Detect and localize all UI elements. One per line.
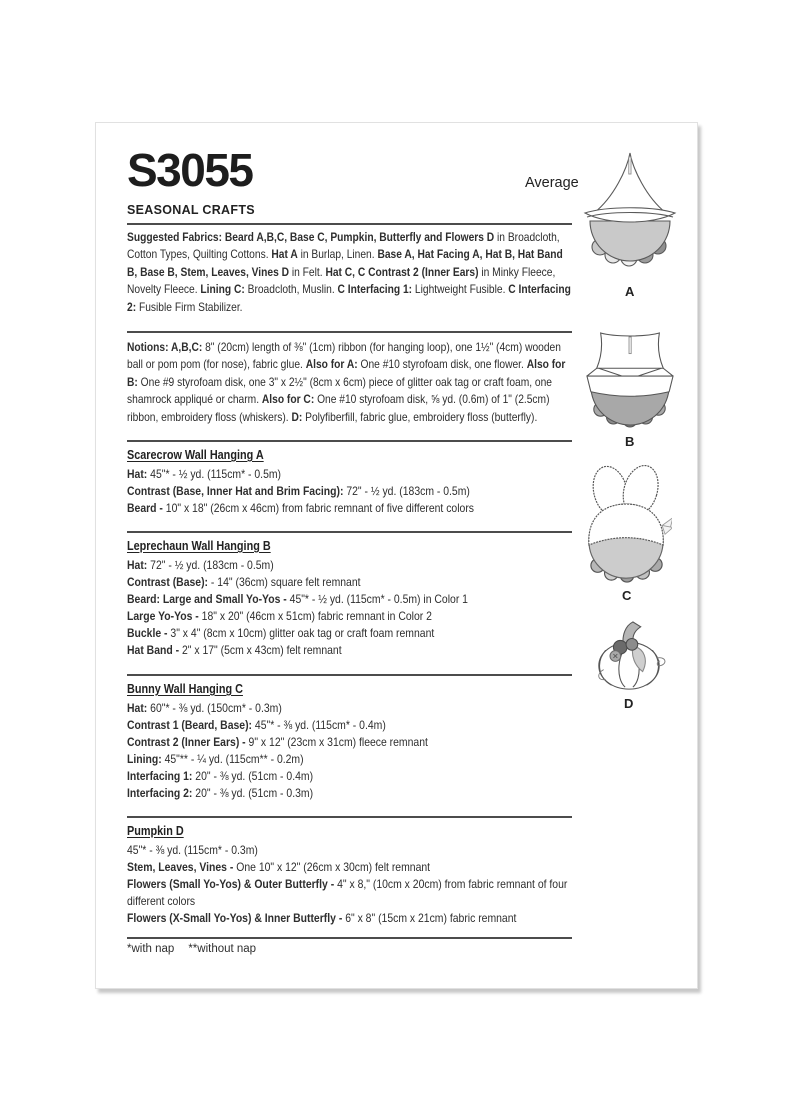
text-segment: Lightweight Fusible. xyxy=(412,282,509,297)
text-segment: Buckle - xyxy=(127,626,168,640)
text-segment: Beard: Large and Small Yo-Yos - xyxy=(127,592,287,606)
without-nap-note: **without nap xyxy=(188,943,257,955)
text-segment: Lining: xyxy=(127,752,162,766)
text-segment: Broadcloth, Muslin. xyxy=(244,282,338,297)
divider xyxy=(127,937,572,939)
bunny-hat-illustration xyxy=(582,465,672,585)
text-segment: 9" x 12" (23cm x 31cm) fleece remnant xyxy=(245,735,428,749)
text-segment: in Broadcloth, Cotton Types, Quilting Cottons. xyxy=(127,230,560,262)
text-segment: Large Yo-Yos - xyxy=(127,609,199,623)
text-segment: Flowers (X-Small Yo-Yos) & Inner Butterfly - xyxy=(127,911,343,925)
yardage-line xyxy=(127,574,571,591)
view-b-figure xyxy=(585,329,675,449)
text-segment: Interfacing 1: xyxy=(127,769,193,783)
divider xyxy=(127,531,572,533)
text-segment: Contrast 2 (Inner Ears) - xyxy=(127,735,246,749)
yardage-line xyxy=(127,483,571,500)
text-segment: One #10 styrofoam disk, ⅝ yd. (0.6m) of 1" (2.5cm) ribbon, embroidery floss (whiskers). xyxy=(127,392,550,424)
section-heading: Pumpkin D xyxy=(127,824,184,838)
nap-footnote xyxy=(127,943,256,955)
text-segment: Also for B: xyxy=(127,357,566,389)
text-segment: Also for A: xyxy=(305,357,358,372)
text-segment: 6" x 8" (15cm x 21cm) fabric remnant xyxy=(342,911,517,925)
text-segment: Hat: xyxy=(127,701,148,715)
pumpkin-illustration xyxy=(588,619,670,693)
text-segment: Contrast 1 (Beard, Base): xyxy=(127,718,253,732)
text-segment: Polyfiberfill, fabric glue, embroidery floss (butterfly). xyxy=(302,409,538,424)
text-segment: Hat C, C Contrast 2 (Inner Ears) xyxy=(325,264,479,279)
text-segment: 72" - ½ yd. (183cm - 0.5m) xyxy=(147,558,274,572)
text-segment: 45"** - ¼ yd. (115cm** - 0.2m) xyxy=(161,752,304,766)
text-segment: Base A, Hat Facing A, Hat B, Hat Band B, Base B, Stem, Leaves, Vines D xyxy=(127,247,563,279)
yardage-line xyxy=(127,876,571,910)
scarecrow-hat-illustration xyxy=(582,149,678,281)
text-segment: One 10" x 12" (26cm x 30cm) felt remnant xyxy=(233,860,431,874)
text-segment: Suggested Fabrics: Beard A,B,C, Base C, Pumpkin, Butterfly and Flowers D xyxy=(127,230,495,244)
text-segment: Hat: xyxy=(127,558,148,572)
yardage-line xyxy=(127,466,571,483)
text-segment: Also for C: xyxy=(261,392,315,407)
section-heading: Bunny Wall Hanging C xyxy=(127,682,243,696)
yardage-line xyxy=(127,642,571,659)
yardage-line xyxy=(127,717,571,734)
notions-paragraph xyxy=(127,339,571,426)
illustration-label-a: A xyxy=(625,284,635,299)
divider xyxy=(127,674,572,676)
yardage-line xyxy=(127,557,571,574)
suggested-fabrics-paragraph xyxy=(127,229,571,316)
yardage-line xyxy=(127,859,571,876)
text-segment: Notions: A,B,C: xyxy=(127,340,203,354)
text-segment: 60"* - ⅜ yd. (150cm* - 0.3m) xyxy=(147,701,282,715)
text-segment: - 14" (36cm) square felt remnant xyxy=(208,575,361,589)
text-segment: Hat: xyxy=(127,467,148,481)
text-segment: 20" - ⅜ yd. (51cm - 0.3m) xyxy=(192,786,314,800)
text-segment: 3" x 4" (8cm x 10cm) glitter oak tag or craft foam remnant xyxy=(167,626,435,640)
text-segment: 45"* - ½ yd. (115cm* - 0.5m) in Color 1 xyxy=(286,592,468,606)
text-segment: 45"* - ⅜ yd. (115cm* - 0.4m) xyxy=(252,718,386,732)
text-segment: Beard - xyxy=(127,501,163,515)
text-segment: 8" (20cm) length of ⅜" (1cm) ribbon (for hanging loop), one 1½" (4cm) wooden ball or pom pom (for nose), fabric glue. xyxy=(127,340,561,372)
yardage-line xyxy=(127,625,571,642)
yardage-line xyxy=(127,768,571,785)
text-segment: Hat Band - xyxy=(127,643,180,657)
yardage-line xyxy=(127,785,571,802)
text-segment: 45"* - ⅜ yd. (115cm* - 0.3m) xyxy=(127,843,258,857)
illustration-label-b: B xyxy=(625,434,635,449)
text-segment: 4" x 8," (10cm x 20cm) from fabric remnant of four different colors xyxy=(127,877,568,908)
yardage-line xyxy=(127,751,571,768)
leprechaun-hat-illustration xyxy=(585,329,675,431)
yardage-line xyxy=(127,910,571,927)
text-segment: 45"* - ½ yd. (115cm* - 0.5m) xyxy=(147,467,282,481)
section-bunny-wall-hanging-c xyxy=(127,681,571,802)
text-segment: Stem, Leaves, Vines - xyxy=(127,860,234,874)
text-segment: Contrast (Base, Inner Hat and Brim Facing): xyxy=(127,484,344,498)
text-segment: Flowers (Small Yo-Yos) & Outer Butterfly - xyxy=(127,877,335,891)
yardage-line xyxy=(127,500,571,517)
text-segment: Fusible Firm Stabilizer. xyxy=(136,299,243,314)
text-segment: Contrast (Base): xyxy=(127,575,209,589)
divider xyxy=(127,331,572,333)
text-segment: in Minky Fleece, Novelty Fleece. xyxy=(127,264,556,297)
divider xyxy=(127,816,572,818)
with-nap-note: *with nap xyxy=(127,943,175,955)
difficulty-label: Average xyxy=(525,175,579,191)
section-heading: Leprechaun Wall Hanging B xyxy=(127,539,271,553)
section-leprechaun-wall-hanging-b xyxy=(127,538,571,659)
text-segment: in Felt. xyxy=(289,264,326,279)
pattern-envelope-back xyxy=(95,122,698,989)
section-scarecrow-wall-hanging-a xyxy=(127,447,571,517)
text-segment: 2" x 17" (5cm x 43cm) felt remnant xyxy=(179,643,342,657)
view-d-figure xyxy=(588,619,670,711)
pattern-number: S3055 xyxy=(127,144,253,196)
text-segment: 20" - ⅜ yd. (51cm - 0.4m) xyxy=(192,769,314,783)
text-segment: Lining C: xyxy=(200,282,245,297)
view-c-figure xyxy=(582,465,672,603)
divider xyxy=(127,440,572,442)
yardage-line xyxy=(127,700,571,717)
text-segment: D: xyxy=(291,409,303,424)
divider xyxy=(127,223,572,225)
text-segment: C Interfacing 2: xyxy=(127,282,571,314)
text-segment: in Burlap, Linen. xyxy=(297,247,378,262)
text-segment: One #10 styrofoam disk, one flower. xyxy=(357,357,527,372)
text-segment: One #9 styrofoam disk, one 3" x 2½" (8cm x 6cm) piece of glitter oak tag or craft foam, one shamrock appliqué or charm. xyxy=(127,374,553,407)
yardage-line xyxy=(127,842,571,859)
illustration-label-d: D xyxy=(624,696,634,711)
illustration-label-c: C xyxy=(622,588,632,603)
text-segment: 72" - ½ yd. (183cm - 0.5m) xyxy=(343,484,470,498)
yardage-line xyxy=(127,591,571,608)
text-segment: Hat A xyxy=(271,247,298,262)
view-a-figure xyxy=(582,149,678,299)
section-heading: Scarecrow Wall Hanging A xyxy=(127,448,264,462)
text-segment: C Interfacing 1: xyxy=(337,282,413,297)
text-segment: 18" x 20" (46cm x 51cm) fabric remnant in Color 2 xyxy=(198,609,432,623)
text-segment: Interfacing 2: xyxy=(127,786,193,800)
section-pumpkin-d xyxy=(127,823,571,927)
yardage-line xyxy=(127,734,571,751)
category-heading: SEASONAL CRAFTS xyxy=(127,203,255,217)
text-segment: 10" x 18" (26cm x 46cm) from fabric remnant of five different colors xyxy=(162,501,475,515)
yardage-line xyxy=(127,608,571,625)
